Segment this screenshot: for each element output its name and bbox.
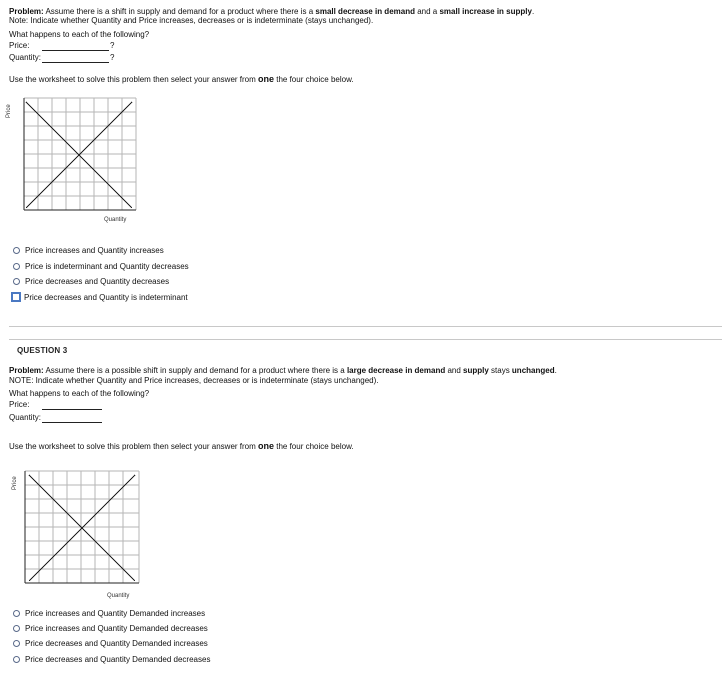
q2-option-4-label: Price decreases and Quantity is indeterminant <box>24 292 188 302</box>
q3-option-1[interactable] <box>13 609 205 618</box>
q3-y-axis-label: Price <box>12 476 18 490</box>
q3-option-1-radio[interactable] <box>13 610 20 617</box>
q2-price-label: Price: <box>9 41 30 50</box>
q3-option-2[interactable] <box>13 624 208 633</box>
q2-note: Note: Indicate whether Quantity and Price increases, decreases or is indeterminate (stays unchanged). <box>9 16 374 25</box>
q3-what-happens: What happens to each of the following? <box>9 389 150 398</box>
q3-instruction: Use the worksheet to solve this problem then select your answer from one the four choice below. <box>9 441 354 451</box>
q2-x-axis-label: Quantity <box>104 217 127 223</box>
q3-problem-text: Problem: Assume there is a possible shift in supply and demand for a product where there is a large decrease in demand and supply stays unchanged. <box>9 366 557 375</box>
q2-option-1[interactable] <box>13 246 164 255</box>
q3-price-label: Price: <box>9 400 30 409</box>
q3-note: NOTE: Indicate whether Quantity and Price increases, decreases or is indeterminate (stays unchanged). <box>9 376 379 385</box>
section-divider-top <box>9 326 722 327</box>
q3-worksheet-graph <box>23 469 143 587</box>
q2-quantity-label: Quantity: <box>9 53 42 62</box>
q2-quantity-row <box>9 53 114 63</box>
q2-quantity-qmark: ? <box>110 53 115 62</box>
q2-worksheet-graph <box>22 96 140 214</box>
q2-option-3-radio[interactable] <box>13 278 20 285</box>
q3-option-4-radio[interactable] <box>13 656 20 663</box>
q3-quantity-blank[interactable] <box>42 413 102 423</box>
q3-option-3-label: Price decreases and Quantity Demanded increases <box>25 639 208 648</box>
q2-option-2[interactable] <box>13 262 189 271</box>
q2-option-2-radio[interactable] <box>13 263 20 270</box>
q2-y-axis-label: Price <box>6 104 12 118</box>
q2-price-qmark: ? <box>110 41 115 50</box>
q2-option-4-radio-focused[interactable] <box>11 292 21 302</box>
q2-option-2-label: Price is indeterminant and Quantity decreases <box>25 262 189 271</box>
q3-quantity-row <box>9 413 102 423</box>
q3-option-2-radio[interactable] <box>13 625 20 632</box>
q2-instruction: Use the worksheet to solve this problem then select your answer from one the four choice below. <box>9 74 354 84</box>
q2-what-happens: What happens to each of the following? <box>9 30 150 39</box>
q2-problem-text: Problem: Assume there is a shift in supply and demand for a product where there is a small decrease in demand and a small increase in supply. <box>9 7 535 16</box>
q3-option-3[interactable] <box>13 639 208 648</box>
q2-option-1-radio[interactable] <box>13 247 20 254</box>
q3-price-row <box>9 400 102 410</box>
q2-price-blank[interactable] <box>42 41 109 51</box>
q2-option-3[interactable] <box>13 277 169 286</box>
q3-x-axis-label: Quantity <box>107 593 130 599</box>
section-divider-bottom <box>9 339 722 340</box>
q3-price-blank[interactable] <box>42 400 102 410</box>
q3-option-4-label: Price decreases and Quantity Demanded decreases <box>25 655 211 664</box>
q3-quantity-label: Quantity: <box>9 413 42 422</box>
question-3-header: QUESTION 3 <box>17 346 68 355</box>
q2-option-3-label: Price decreases and Quantity decreases <box>25 277 170 286</box>
q2-option-1-label: Price increases and Quantity increases <box>25 246 164 255</box>
q2-option-4[interactable] <box>13 292 188 302</box>
q2-price-row <box>9 41 114 51</box>
q3-option-2-label: Price increases and Quantity Demanded decreases <box>25 624 208 633</box>
q3-option-1-label: Price increases and Quantity Demanded increases <box>25 609 206 618</box>
q2-quantity-blank[interactable] <box>42 53 109 63</box>
q3-option-3-radio[interactable] <box>13 640 20 647</box>
q3-option-4[interactable] <box>13 655 210 664</box>
